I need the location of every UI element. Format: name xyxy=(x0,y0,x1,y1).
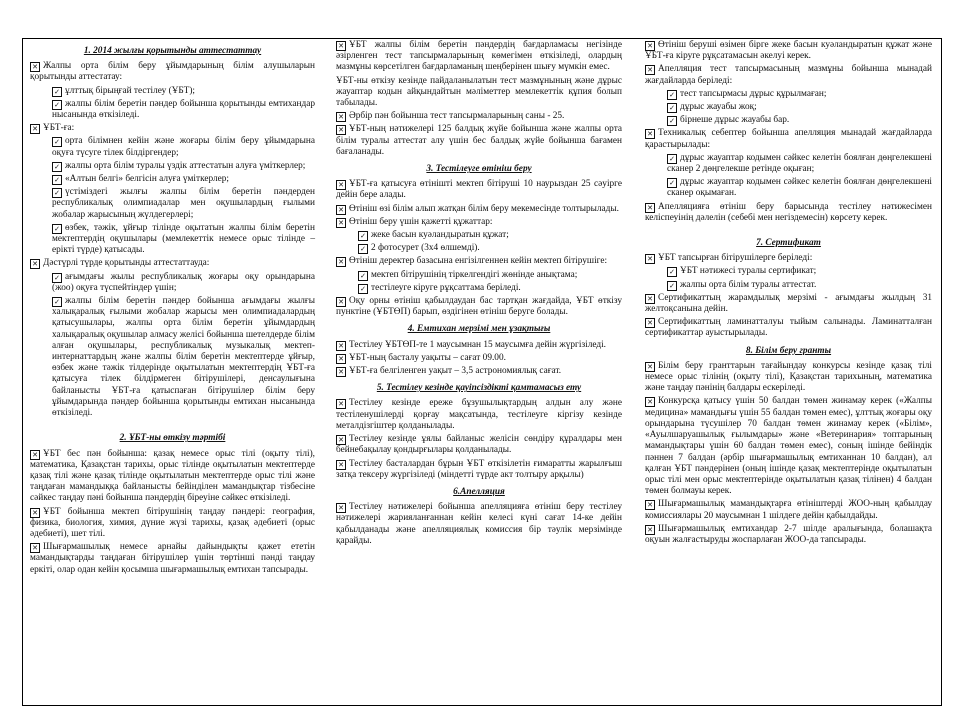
section-2-heading: 2. ҰБТ-ны өткізу тәртібі xyxy=(119,433,226,444)
checkbox-check-icon: ✓ xyxy=(667,103,677,113)
list-item: ✓ орта білімнен кейін және жоғары білім беру ұйымдарына оқуға түсуге тілек білдіргендер; xyxy=(52,136,315,158)
checkbox-x-icon: ✕ xyxy=(336,354,346,364)
checkbox-x-icon: ✕ xyxy=(336,341,346,351)
list-item: ✓ ұлттық бірыңғай тестілеу (ҰБТ); xyxy=(52,86,315,97)
checkbox-x-icon: ✕ xyxy=(645,203,655,213)
list-item: ✓ дұрыс жауаптар кодымен сәйкес келетін боялған дөңгелекшені сканер 2 дөңгелекше ретінде оқыған; xyxy=(667,152,932,175)
paragraph: ✕ Сертификаттың жарамдылық мерзімі - ағымдағы жылдың 31 желтоқсанына дейін. xyxy=(645,292,932,315)
checkbox-x-icon: ✕ xyxy=(645,397,655,407)
paragraph: ✕ Шығармашылық немесе арнайы дайындықты қажет ететін мамандықтарды таңдаған бітірушілер үшін төртінші пәнді таңдау еркіті, олар одан кейін қосымша шығармашылық емтихан тапсырады. xyxy=(30,542,315,575)
paragraph: ✕ Апелляция тест тапсырмасының мазмұны бойынша мынадай жағдайларда беріледі: xyxy=(645,64,932,86)
paragraph: ✕ Конкурсқа қатысу үшін 50 балдан төмен жинамау керек («Жалпы медицина» мамандығы үшін 55 балдан төмен емес), ұлттық жоғары оқу орындарына түсушілер 70 балдан төмен жинамау керек («Білім», «Ауылшаруашылық ғылымдары» және «Ветеринария» топтарының мамандықтары үшін 60 балдан төмен емес), соның ішінде бейіндік пәннен 7 балдан (әрбір шығармашылық емтиханнан 10 балдан), ал қалған ҰБТ пәндерінен (оның ішінде қазақ мектептерінде оқытылатын орыс тілі мен орыс мектептерінде оқытылатын қазақ тілінен) 4 балдан төмен болмауы керек. xyxy=(645,396,932,497)
paragraph: ✕ ҰБТ жалпы білім беретін пәндердің бағдарламасы негізінде әзірленген тест тапсырмаларының көмегімен өткізіледі, олардың мазмұны көрсетілген бағдарламаның шеңберінен шығу мүмкін емес. xyxy=(336,40,622,73)
checkbox-x-icon: ✕ xyxy=(30,508,40,518)
paragraph: ✕ Тестілеу нәтижелері бойынша апелляцияға өтініш беру тестілеу нәтижелері жарияланғаннан кейін келесі күні сағат 14-ке дейін қабылданады және апелляциялық комиссия бір тәулік мерзімінде қарайды. xyxy=(336,502,622,546)
list-item: ✓ ағымдағы жылы республикалық жоғары оқу орындарына (жоо) оқуға түспейтіндер үшін; xyxy=(52,271,315,293)
list-item: ✓ 2 фотосурет (3х4 өлшемді). xyxy=(358,243,622,254)
list-item: ✓ «Алтын белгі» белгісін алуға үміткерлер; xyxy=(52,174,315,185)
checkbox-x-icon: ✕ xyxy=(336,205,346,215)
checkbox-check-icon: ✓ xyxy=(667,116,677,126)
section-3-heading: 3. Тестілеуге өтініш беру xyxy=(426,164,532,175)
checkbox-check-icon: ✓ xyxy=(667,267,677,277)
checkbox-check-icon: ✓ xyxy=(52,273,62,283)
paragraph: ✕ Апелляцияға өтініш беру барысында тестілеу нәтижесімен келіспеуінің дәлелін (себебі мен негіздемесін) көрсету керек. xyxy=(645,201,932,223)
checkbox-x-icon: ✕ xyxy=(336,180,346,190)
column-3 xyxy=(645,40,932,548)
checkbox-x-icon: ✕ xyxy=(645,362,655,372)
list-item: ✓ жалпы білім беретін пәндер бойынша ағымдағы жылғы халықаралық ғылыми жобалар жарысы мен олимпиадалардың қатысушылары, жалпы орта білім беретін ұйымдардың халықаралық оқушылар алмасу желісі бойынша шетелдерде білім алған оқушылары, республикалық музыкалық мектеп-интернаттардың және жалпы білім беретін мектептерде ұйғыр, өзбек және тәжік тілдерінде оқытылатын мектептердің ҰБТ-ға қатысуға тілек білдірмеген бітірушілері, денсаулығына байланысты ҰБТ-ға қатыспаған бітірушілер білім беру ұйымдарында пәндер бойынша қорытынды емтихан нысанында өткізіледі. xyxy=(52,296,315,419)
checkbox-x-icon: ✕ xyxy=(645,129,655,139)
checkbox-x-icon: ✕ xyxy=(336,297,346,307)
list-item: ✓ тест тапсырмасы дұрыс құрылмаған; xyxy=(667,89,932,100)
checkbox-check-icon: ✓ xyxy=(667,154,677,164)
list-item: ✓ үстіміздегі жылғы жалпы білім беретін пәндерден республикалық олимпиадалар мен оқушылардың ғылыми жобалар жарысының жүлдегерлері; xyxy=(52,187,315,220)
checkbox-x-icon: ✕ xyxy=(30,450,40,460)
paragraph: ✕ ҰБТ-ға белгіленген уақыт – 3,5 астрономиялық сағат. xyxy=(336,366,622,377)
checkbox-check-icon: ✓ xyxy=(667,90,677,100)
checkbox-check-icon: ✓ xyxy=(358,284,368,294)
checkbox-x-icon: ✕ xyxy=(645,318,655,328)
checkbox-check-icon: ✓ xyxy=(52,162,62,172)
list-item: ✓ дұрыс жауаптар кодымен сәйкес келетін боялған дөңгелекшені сканер оқымаған. xyxy=(667,177,932,199)
paragraph: ✕ Шығармашылық емтихандар 2-7 шілде аралығында, болашақта оқуын жалғастыруды жоспарлаған ЖОО-да тапсырады. xyxy=(645,523,932,545)
paragraph: ✕ ҰБТ-ның басталу уақыты – сағат 09.00. xyxy=(336,353,622,364)
checkbox-x-icon: ✕ xyxy=(336,367,346,377)
paragraph: ✕ Шығармашылық мамандықтарға өтініштерді ЖОО-ның қабылдау комиссиялары 20 маусымнан 1 шілдеге дейін қабылдайды. xyxy=(645,499,932,521)
checkbox-check-icon: ✓ xyxy=(52,188,62,198)
list-item: ✓ жеке басын куәландыратын құжат; xyxy=(358,230,622,241)
column-2 xyxy=(336,40,622,549)
checkbox-check-icon: ✓ xyxy=(667,281,677,291)
checkbox-x-icon: ✕ xyxy=(645,525,655,535)
paragraph: ✕ Тестілеу кезінде ұялы байланыс желісін сөндіру құралдары мен бейнебақылау қондырғылары қолданылады. xyxy=(336,434,622,456)
paragraph: ✕ Жалпы орта білім беру ұйымдарының білім алушыларын қорытынды аттестатау: xyxy=(30,61,315,83)
checkbox-x-icon: ✕ xyxy=(30,62,40,72)
checkbox-x-icon: ✕ xyxy=(30,124,40,134)
checkbox-check-icon: ✓ xyxy=(52,87,62,97)
checkbox-x-icon: ✕ xyxy=(336,460,346,470)
paragraph: ✕ Тестілеу басталардан бұрын ҰБТ өткізілетін ғимаратты жарылғыш затқа тексеру жүргізіледі (міндетті түрде акт толтыру арқылы) xyxy=(336,458,622,480)
checkbox-check-icon: ✓ xyxy=(667,178,677,188)
checkbox-x-icon: ✕ xyxy=(30,543,40,553)
paragraph: ✕ Техникалық себептер бойынша апелляция мынадай жағдайларда қарастырылады: xyxy=(645,128,932,150)
checkbox-x-icon: ✕ xyxy=(645,294,655,304)
checkbox-x-icon: ✕ xyxy=(336,399,346,409)
paragraph: ✕ Сертификаттың ламинатталуы тыйым салынады. Ламинатталған сертификаттар ауыстырылады. xyxy=(645,317,932,339)
paragraph: ✕ ҰБТ-ға қатысуға өтінішті мектеп бітіруші 10 наурыздан 25 сәуірге дейін бере алады. xyxy=(336,179,622,201)
column-1 xyxy=(30,40,315,578)
list-item: ✓ ҰБТ нәтижесі туралы сертификат; xyxy=(667,266,932,277)
paragraph: ✕ ҰБТ тапсырған бітірушілерге беріледі: xyxy=(645,253,932,264)
paragraph: ✕ Тестілеу ҰБТӨП-те 1 маусымнан 15 маусымға дейін жүргізіледі. xyxy=(336,340,622,351)
list-item: ✓ жалпы орта білім туралы аттестат. xyxy=(667,280,932,291)
checkbox-x-icon: ✕ xyxy=(336,112,346,122)
checkbox-x-icon: ✕ xyxy=(645,254,655,264)
checkbox-x-icon: ✕ xyxy=(336,41,346,51)
paragraph: ✕ ҰБТ бес пән бойынша: қазақ немесе орыс тілі (оқыту тілі), математика, Қазақстан тарихы, орыс тілінде оқытылатын мектептерде қазақ тілі және қазақ тілінде оқытылатын мектептерде орыс тілі және таңдаған мамандыққа байланысты бейінділен мамандықтар тізбесіне сәйкес таңдау пәні бойынша пәндердің біреуіне сәйкес өткізіледі. xyxy=(30,448,315,504)
checkbox-check-icon: ✓ xyxy=(358,231,368,241)
checkbox-x-icon: ✕ xyxy=(336,257,346,267)
paragraph: ✕ Өтініш беру үшін қажетті құжаттар: xyxy=(336,217,622,228)
paragraph: ✕ ҰБТ бойынша мектеп бітірушінің таңдау пәндері: география, физика, биология, химия, дүние жүзі тарихы, қазақ әдебиеті (орыс әдебиеті), шет тілі. xyxy=(30,506,315,539)
checkbox-check-icon: ✓ xyxy=(52,175,62,185)
paragraph: ✕ Тестілеу кезінде ереже бұзушылықтардың алдын алу және тестіленушілерді қорғау мақсатында, тестілеуге кіргізу кезінде металдізгіштер қолданылады. xyxy=(336,398,622,431)
paragraph: ✕ Білім беру гранттарын тағайындау конкурсы кезінде қазақ тілі немесе орыс тілінің (оқыту тілі), Қазақстан тарихының, математика және таңдау пәнінің балдары ескеріледі. xyxy=(645,360,932,394)
list-item: ✓ өзбек, тәжік, ұйғыр тілінде оқытатын жалпы білім беретін мектептердің оқушылары (мемлекеттік немесе орыс тілінде – ерікті түрде) қатысады. xyxy=(52,222,315,256)
checkbox-check-icon: ✓ xyxy=(358,244,368,254)
checkbox-x-icon: ✕ xyxy=(645,41,655,51)
checkbox-x-icon: ✕ xyxy=(336,435,346,445)
paragraph: ✕ Оқу орны өтініш қабылдаудан бас тартқан жағдайда, ҰБТ өткізу пунктіне (ҰБТӨП) барып, өздігінен өтініш беруге болады. xyxy=(336,296,622,318)
checkbox-check-icon: ✓ xyxy=(52,224,62,234)
section-8-heading: 8. Білім беру гранты xyxy=(745,345,832,356)
checkbox-x-icon: ✕ xyxy=(645,500,655,510)
section-1-heading: 1. 2014 жылғы қорытынды аттестаттау xyxy=(83,46,262,56)
list-item: ✓ жалпы білім беретін пәндер бойынша қорытынды емтихандар нысанында өткізіледі. xyxy=(52,98,315,121)
list-item: ✓ тестілеуге кіруге рұқсаттама беріледі. xyxy=(358,283,622,294)
paragraph: ✕ ҰБТ-ның нәтижелері 125 балдық жүйе бойынша және жалпы орта білім туралы аттестат алу үшін бес балдық жүйе бойынша бағамен бағаланады. xyxy=(336,124,622,157)
paragraph: ✕ Өтініш деректер базасына енгізілгеннен кейін мектеп бітірушіге: xyxy=(336,256,622,267)
paragraph: ✕ Дәстүрлі түрде қорытынды аттестаттауда: xyxy=(30,258,315,269)
section-6-heading: 6.Апелляция xyxy=(453,486,505,497)
checkbox-x-icon: ✕ xyxy=(336,125,346,135)
section-5-heading: 5. Тестілеу кезінде қауіпсіздікті қамтамасыз ету xyxy=(376,383,582,394)
paragraph: ✕ ҰБТ-ға: xyxy=(30,123,315,134)
list-item: ✓ жалпы орта білім туралы үздік аттестатын алуға үміткерлер; xyxy=(52,161,315,172)
section-4-heading: 4. Емтихан мерзімі мен ұзақтығы xyxy=(407,324,551,335)
checkbox-x-icon: ✕ xyxy=(645,65,655,75)
paragraph: ✕ Өтініш өзі білім алып жатқан білім беру мекемесінде толтырылады. xyxy=(336,204,622,215)
checkbox-check-icon: ✓ xyxy=(52,297,62,307)
checkbox-x-icon: ✕ xyxy=(336,503,346,513)
list-item: ✓ бірнеше дұрыс жауабы бар. xyxy=(667,115,932,126)
checkbox-check-icon: ✓ xyxy=(358,271,368,281)
list-item: ✓ дұрыс жауабы жоқ; xyxy=(667,102,932,113)
paragraph: ✕ Әрбір пән бойынша тест тапсырмаларының саны - 25. xyxy=(336,111,622,122)
list-item: ✓ мектеп бітірушінің тіркелгендігі жөнінде анықтама; xyxy=(358,270,622,281)
paragraph: ✕ Өтініш беруші өзімен бірге жеке басын куәландыратын құжат және ҰБТ-ға кіруге рұқсатамасын әкелуі керек. xyxy=(645,40,932,62)
checkbox-x-icon: ✕ xyxy=(336,218,346,228)
section-7-heading: 7. Сертификат xyxy=(756,238,821,249)
checkbox-check-icon: ✓ xyxy=(52,137,62,147)
checkbox-x-icon: ✕ xyxy=(30,259,40,269)
paragraph: ҰБТ-ны өткізу кезінде пайдаланылатын тест мазмұнының және дұрыс жауаптар кодын айқындайтын мәліметтер мемлекеттік құпия болып табылады. xyxy=(336,75,622,109)
checkbox-check-icon: ✓ xyxy=(52,100,62,110)
